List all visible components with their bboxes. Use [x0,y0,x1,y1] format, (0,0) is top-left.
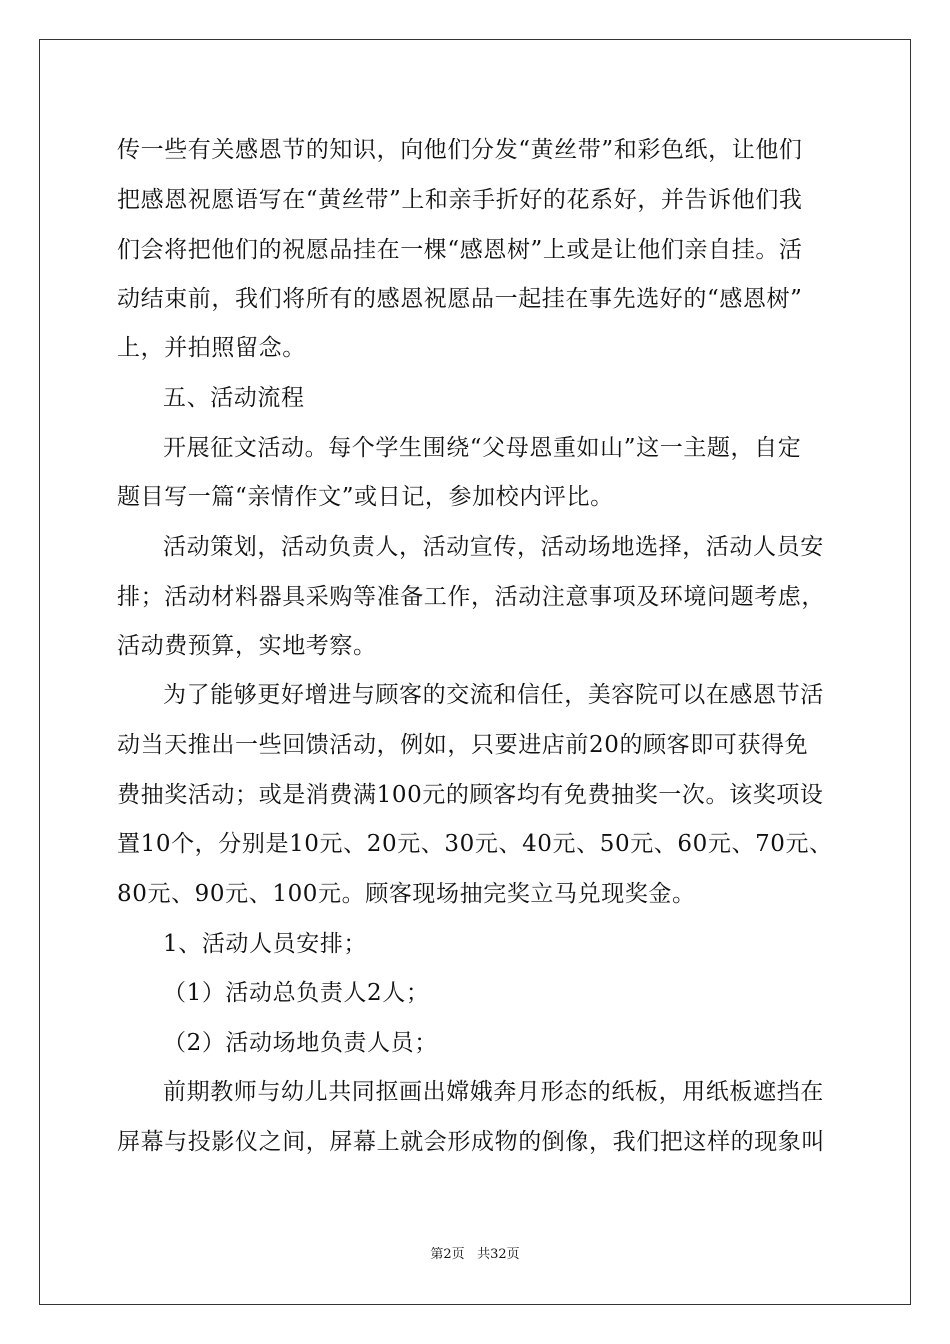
page-footer [0,1246,950,1264]
text-line: 为了能够更好增进与顾客的交流和信任，美容院可以在感恩节活 [163,682,824,708]
text-line: 们会将把他们的祝愿品挂在一棵“感恩树”上或是让他们亲自挂。活 [117,237,803,263]
text-line: 80元、90元、100元。顾客现场抽完奖立马兑现奖金。 [117,881,696,907]
text-line: 传一些有关感恩节的知识，向他们分发“黄丝带”和彩色纸，让他们 [117,137,803,163]
text-line: 置10个，分别是10元、20元、30元、40元、50元、60元、70元、 [117,831,833,857]
page-number: 第2页 [430,1247,465,1262]
list-item: （1）活动总负责人2人； [163,980,430,1006]
text-line: 前期教师与幼儿共同抠画出嫦娥奔月形态的纸板，用纸板遮挡在 [163,1079,824,1105]
text-line: 开展征文活动。每个学生围绕“父母恩重如山”这一主题，自定 [163,435,802,461]
section-heading: 五、活动流程 [163,385,305,411]
text-line: 题目写一篇“亲情作文”或日记，参加校内评比。 [117,484,614,510]
page-border [39,39,911,1305]
text-line: 上，并拍照留念。 [117,335,306,361]
text-line: 动当天推出一些回馈活动，例如，只要进店前20的顾客即可获得免 [117,732,809,758]
text-line: 活动策划，活动负责人，活动宣传，活动场地选择，活动人员安 [163,534,824,560]
text-line: 动结束前，我们将所有的感恩祝愿品一起挂在事先选好的“感恩树” [117,286,803,312]
list-item: 1、活动人员安排； [163,931,368,957]
text-line: 费抽奖活动；或是消费满100元的顾客均有免费抽奖一次。该奖项设 [117,782,824,808]
text-line: 把感恩祝愿语写在“黄丝带”上和亲手折好的花系好，并告诉他们我 [117,187,803,213]
text-line: 排；活动材料器具采购等准备工作，活动注意事项及环境问题考虑， [117,584,825,610]
page-total: 共32页 [477,1247,520,1262]
text-line: 活动费预算，实地考察。 [117,633,377,659]
list-item: （2）活动场地负责人员； [163,1030,438,1056]
text-line: 屏幕与投影仪之间，屏幕上就会形成物的倒像，我们把这样的现象叫 [117,1129,825,1155]
